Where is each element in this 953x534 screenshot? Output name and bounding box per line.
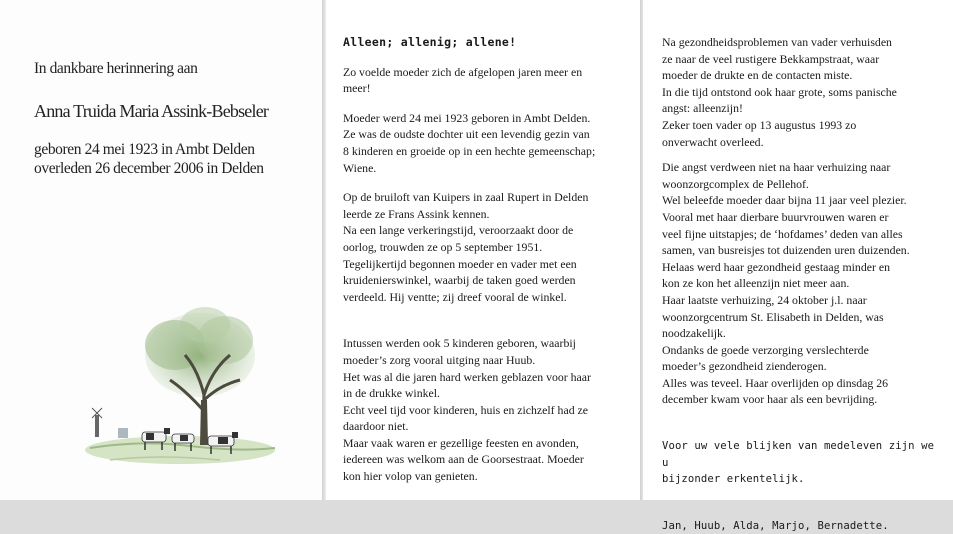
story-paragraph-5: Na gezondheidsproblemen van vader verhuisden ze naar de veel rustigere Bekkampstraat, waar moeder de drukte en de contacten miste. In die tijd ontstond ook haar grote, soms panische angst: alleenzijn! Zeker toen vader op 13 augustus 1993 zo onverwacht overleed. bbox=[662, 35, 897, 149]
birth-line: geboren 24 mei 1923 in Ambt Delden bbox=[34, 141, 255, 158]
story-paragraph-6: Die angst verdween niet na haar verhuizing naar woonzorgcomplex de Pellehof. Wel beleefde moeder daar bijna 11 jaar veel plezier. Vooral met haar dierbare buurvrouwen waren er veel fijne uitstapjes; de ‘hofdames’ deden van alles samen, van busreisjes tot duizenden uren duizenden. Helaas werd haar gezondheid gestaag minder en kon ze kon het alleenzijn niet meer aan. Haar laatste verhuizing, 24 oktober j.l. naar woonzorgcentrum St. Elisabeth in Delden, was noodzakelijk. Ondanks de goede verzorging verslechterde moeder’s gezondheid zienderogen. Alles was teveel. Haar overlijden op dinsdag 26 december kwam voor haar als een bevrijding. bbox=[662, 160, 910, 407]
deceased-name: Anna Truida Maria Assink-Bebseler bbox=[34, 101, 269, 121]
story-paragraph-3: Op de bruiloft van Kuipers in zaal Rupert in Delden leerde ze Frans Assink kennen. Na een lange verkeringstijd, veroorzaakt door de oorlog, trouwden ze op 5 september 1951. Tegelijkertijd begonnen moeder en vader met een kruidenierswinkel, waarbij de taken goed werden verdeeld. Hij ventte; zij dreef vooral de winkel. bbox=[343, 190, 589, 304]
story-heading: Alleen; allenig; allene! bbox=[343, 35, 517, 49]
story-paragraph-2: Moeder werd 24 mei 1923 geboren in Ambt Delden. Ze was de oudste dochter uit een levendig gezin van 8 kinderen en groeide op in een hechte gemeenschap; Wiene. bbox=[343, 110, 596, 175]
story-paragraph-1: Zo voelde moeder zich de afgelopen jaren meer en meer! bbox=[343, 64, 583, 96]
death-line: overleden 26 december 2006 in Delden bbox=[34, 160, 264, 177]
family-signature: Jan, Huub, Alda, Marjo, Bernadette. bbox=[662, 519, 889, 532]
memorial-intro: In dankbare herinnering aan bbox=[34, 60, 198, 77]
story-column-right bbox=[662, 34, 944, 534]
story-paragraph-4: Intussen werden ook 5 kinderen geboren, waarbij moeder’s zorg vooral uitging naar Huub. Het was al die jaren hard werken geblazen voor haar in de drukke winkel. Echt veel tijd voor kinderen, huis en zichzelf had ze daardoor niet. Maar vaak waren er gezellige feesten en avonden, iedereen was welkom aan de Goorsestraat. Moeder kon hier volop van genieten. bbox=[343, 336, 591, 484]
landscape-tree-cows-windmill-icon bbox=[80, 300, 280, 470]
story-column-middle bbox=[343, 34, 633, 485]
thanks-note: Voor uw vele blijken van medeleven zijn we u bijzonder erkentelijk. bbox=[662, 440, 935, 486]
